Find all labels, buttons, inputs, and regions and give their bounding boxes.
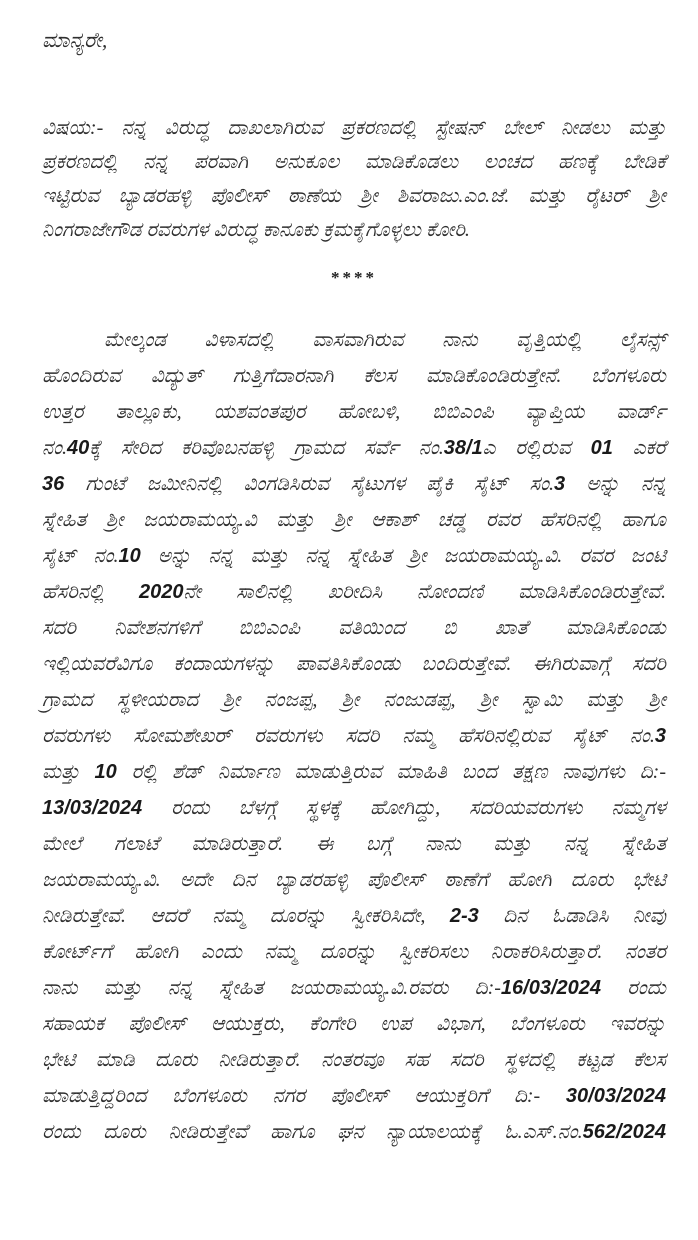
body-line: ಜಯರಾಮಯ್ಯ.ವಿ. ಅದೇ ದಿನ ಬ್ಯಾಡರಹಳ್ಳಿ ಪೊಲೀಸ್ ಠಾಣೆಗೆ ಹೋಗಿ ದೂರು ಭೇಟಿ <box>42 869 666 891</box>
body-line: ಕೋರ್ಟ್‌ಗೆ ಹೋಗಿ ಎಂದು ನಮ್ಮ ದೂರನ್ನು ಸ್ವೀಕರಿಸಲು ನಿರಾಕರಿಸಿರುತ್ತಾರೆ. ನಂತರ <box>42 941 666 963</box>
body-line: ಮಾಡುತ್ತಿದ್ದರಿಂದ ಬೆಂಗಳೂರು ನಗರ ಪೊಲೀಸ್ ಆಯುಕ್ತರಿಗೆ ದಿ:- 30/03/2024 <box>42 1085 666 1107</box>
subject-line: ನಿಂಗರಾಜೇಗೌಡ ರವರುಗಳ ವಿರುದ್ಧ ಕಾನೂಕು ಕ್ರಮಕೈಗೊಳ್ಳಲು ಕೋರಿ. <box>42 219 470 241</box>
body-line: ಸಹಾಯಕ ಪೊಲೀಸ್ ಆಯುಕ್ತರು, ಕೆಂಗೇರಿ ಉಪ ವಿಭಾಗ, ಬೆಂಗಳೂರು ಇವರನ್ನು <box>42 1013 666 1035</box>
body-line: ಭೇಟಿ ಮಾಡಿ ದೂರು ನೀಡಿರುತ್ತಾರೆ. ನಂತರವೂ ಸಹ ಸದರಿ ಸ್ಥಳದಲ್ಲಿ ಕಟ್ಟಡ ಕೆಲಸ <box>42 1049 666 1071</box>
body-paragraph <box>42 322 666 1150</box>
subject-line: ಪ್ರಕರಣದಲ್ಲಿ ನನ್ನ ಪರವಾಗಿ ಅನುಕೂಲ ಮಾಡಿಕೊಡಲು ಲಂಚದ ಹಣಕ್ಕೆ ಬೇಡಿಕೆ <box>42 151 666 173</box>
body-line: ಮೇಲ್ಕಂಡ ವಿಳಾಸದಲ್ಲಿ ವಾಸವಾಗಿರುವ ನಾನು ವೃತ್ತಿಯಲ್ಲಿ ಲೈಸನ್ಸ್ <box>104 329 666 351</box>
body-line: ರಂದು ದೂರು ನೀಡಿರುತ್ತೇವೆ ಹಾಗೂ ಘನ ನ್ಯಾಯಾಲಯಕ್ಕೆ ಓ.ಎಸ್.ನಂ.562/2024 <box>42 1121 666 1143</box>
body-line: ಸೈಟ್ ನಂ.10 ಅನ್ನು ನನ್ನ ಮತ್ತು ನನ್ನ ಸ್ನೇಹಿತ ಶ್ರೀ ಜಯರಾಮಯ್ಯ.ವಿ. ರವರ ಜಂಟಿ <box>42 545 666 567</box>
subject-line: ಇಟ್ಟಿರುವ ಬ್ಯಾಡರಹಳ್ಳಿ ಪೊಲೀಸ್ ಠಾಣೆಯ ಶ್ರೀ ಶಿವರಾಜು.ಎಂ.ಜೆ. ಮತ್ತು ರೈಟರ್ ಶ್ರೀ <box>42 185 666 207</box>
body-line: ರವರುಗಳು ಸೋಮಶೇಖರ್ ರವರುಗಳು ಸದರಿ ನಮ್ಮ ಹೆಸರಿನಲ್ಲಿರುವ ಸೈಟ್ ನಂ.3 <box>42 725 666 747</box>
body-line: ಹೊಂದಿರುವ ವಿದ್ಯುತ್ ಗುತ್ತಿಗೆದಾರನಾಗಿ ಕೆಲಸ ಮಾಡಿಕೊಂಡಿರುತ್ತೇನೆ. ಬೆಂಗಳೂರು <box>42 365 666 387</box>
body-line: ಹೆಸರಿನಲ್ಲಿ 2020ನೇ ಸಾಲಿನಲ್ಲಿ ಖರೀದಿಸಿ ನೋಂದಣಿ ಮಾಡಿಸಿಕೊಂಡಿರುತ್ತೇವೆ. <box>42 581 666 603</box>
body-line: ನೀಡಿರುತ್ತೇವೆ. ಆದರೆ ನಮ್ಮ ದೂರನ್ನು ಸ್ವೀಕರಿಸಿದೇ, 2-3 ದಿನ ಓಡಾಡಿಸಿ ನೀವು <box>42 905 667 927</box>
body-line: ನಾನು ಮತ್ತು ನನ್ನ ಸ್ನೇಹಿತ ಜಯರಾಮಯ್ಯ.ವಿ.ರವರು ದಿ:-16/03/2024 ರಂದು <box>42 977 666 999</box>
body-line: ನಂ.40ಕ್ಕೆ ಸೇರಿದ ಕರಿವೊಬನಹಳ್ಳಿ ಗ್ರಾಮದ ಸರ್ವೆ ನಂ.38/1ಎ ರಲ್ಲಿರುವ 01 ಎಕರೆ <box>42 437 666 459</box>
body-line: ಸ್ನೇಹಿತ ಶ್ರೀ ಜಯರಾಮಯ್ಯ.ವಿ ಮತ್ತು ಶ್ರೀ ಆಕಾಶ್ ಚಡ್ಡ ರವರ ಹೆಸರಿನಲ್ಲಿ ಹಾಗೂ <box>42 509 666 531</box>
body-line: 13/03/2024 ರಂದು ಬೆಳಗ್ಗೆ ಸ್ಥಳಕ್ಕೆ ಹೋಗಿದ್ದು, ಸದರಿಯವರುಗಳು ನಮ್ಮಗಳ <box>42 797 666 819</box>
body-line: 36 ಗುಂಟೆ ಜಮೀನಿನಲ್ಲಿ ವಿಂಗಡಿಸಿರುವ ಸೈಟುಗಳ ಪೈಕಿ ಸೈಟ್ ಸಂ.3 ಅನ್ನು ನನ್ನ <box>42 473 666 495</box>
body-line: ಸದರಿ ನಿವೇಶನಗಳಿಗೆ ಬಿಬಿಎಂಪಿ ವತಿಯಿಂದ ಬಿ ಖಾತೆ ಮಾಡಿಸಿಕೊಂಡು <box>42 617 666 639</box>
subject-line: ವಿಷಯ:- ನನ್ನ ವಿರುದ್ಧ ದಾಖಲಾಗಿರುವ ಪ್ರಕರಣದಲ್ಲಿ ಸ್ಟೇಷನ್ ಬೇಲ್ ನೀಡಲು ಮತ್ತು <box>42 117 666 139</box>
subject-block <box>42 111 666 247</box>
section-separator: **** <box>331 268 377 287</box>
body-line: ಮೇಲೆ ಗಲಾಟೆ ಮಾಡಿರುತ್ತಾರೆ. ಈ ಬಗ್ಗೆ ನಾನು ಮತ್ತು ನನ್ನ ಸ್ನೇಹಿತ <box>42 833 666 855</box>
body-line: ಮತ್ತು 10 ರಲ್ಲಿ ಶೆಡ್ ನಿರ್ಮಾಣ ಮಾಡುತ್ತಿರುವ ಮಾಹಿತಿ ಬಂದ ತಕ್ಷಣ ನಾವುಗಳು ದಿ:- <box>42 761 666 783</box>
body-line: ಇಲ್ಲಿಯವರೆವಿಗೂ ಕಂದಾಯಗಳನ್ನು ಪಾವತಿಸಿಕೊಂಡು ಬಂದಿರುತ್ತೇವೆ. ಈಗಿರುವಾಗ್ಗೆ ಸದರಿ <box>42 653 666 675</box>
body-line: ಗ್ರಾಮದ ಸ್ಥಳೀಯರಾದ ಶ್ರೀ ನಂಜಪ್ಪ, ಶ್ರೀ ನಂಜುಡಪ್ಪ, ಶ್ರೀ ಸ್ವಾಮಿ ಮತ್ತು ಶ್ರೀ <box>42 689 666 711</box>
body-line: ಉತ್ತರ ತಾಲ್ಲೂಕು, ಯಶವಂತಪುರ ಹೋಬಳಿ, ಬಿಬಿಎಂಪಿ ವ್ಯಾಪ್ತಿಯ ವಾರ್ಡ್ <box>42 401 666 423</box>
salutation: ಮಾನ್ಯರೇ, <box>42 28 108 52</box>
